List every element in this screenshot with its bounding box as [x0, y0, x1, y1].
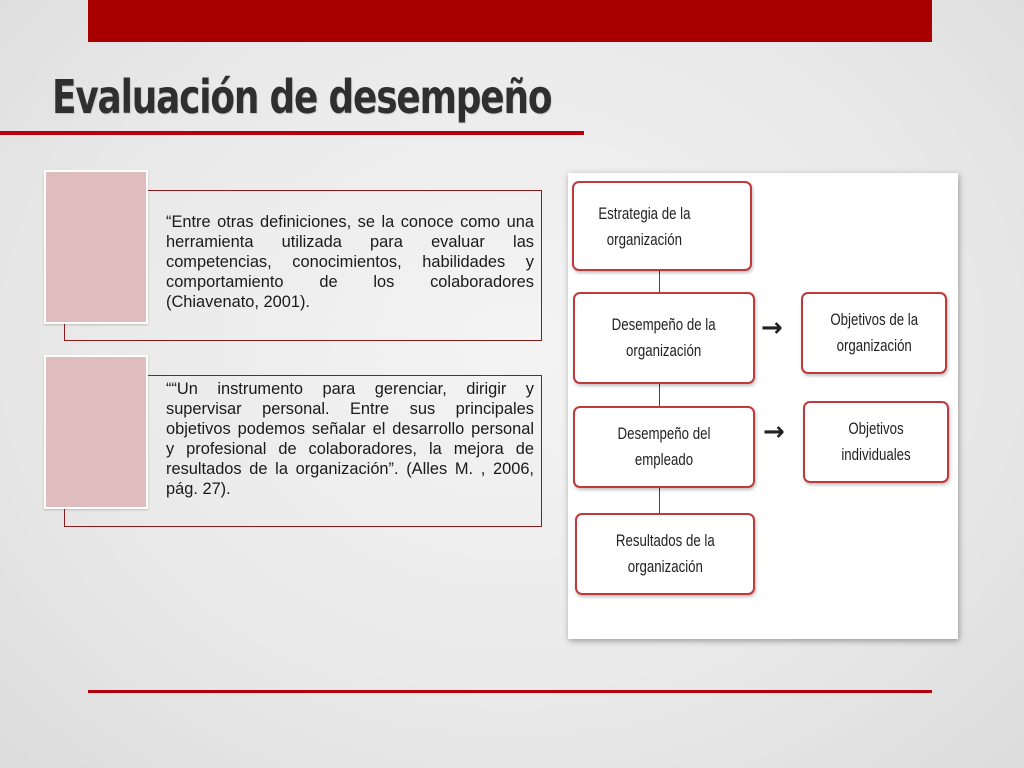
- right-arrow-icon: →: [763, 417, 785, 447]
- node-desempeno-empleado: Desempeño del empleado: [573, 406, 755, 488]
- flow-diagram: [568, 173, 958, 639]
- bottom-accent-line: [88, 690, 932, 693]
- node-objetivos-organizacion: Objetivos de la organización: [801, 292, 947, 374]
- title-underline: [0, 131, 584, 135]
- definition-square-marker: [44, 355, 148, 509]
- top-accent-bar: [88, 0, 932, 42]
- definition-block: [44, 355, 542, 527]
- definition-square-marker: [44, 170, 148, 324]
- node-resultados-organizacion: Resultados de la organización: [575, 513, 755, 595]
- connector-line: [659, 488, 660, 513]
- node-desempeno-organizacion: Desempeño de la organización: [573, 292, 755, 384]
- definition-text: “Entre otras definiciones, se la conoce como una herramienta utilizada para evaluar las competencias, conocimientos, habilidades y comportamiento de los colaboradores (Chiavenato, 2001).: [166, 213, 534, 311]
- definition-text: ““Un instrumento para gerenciar, dirigir y supervisar personal. Entre sus principales objetivos podemos señalar el desarrollo personal y profesional de colaboradores, la mejora de resultados de la organización”. (Alles M. , 2006, pág. 27).: [166, 380, 534, 498]
- connector-line: [659, 384, 660, 406]
- definition-block: [44, 170, 542, 340]
- connector-line: [659, 271, 660, 292]
- node-estrategia-organizacion: Estrategia de la organización: [572, 181, 752, 271]
- right-arrow-icon: →: [761, 313, 783, 343]
- slide-title: Evaluación de desempeño: [52, 70, 552, 124]
- node-objetivos-individuales: Objetivos individuales: [803, 401, 949, 483]
